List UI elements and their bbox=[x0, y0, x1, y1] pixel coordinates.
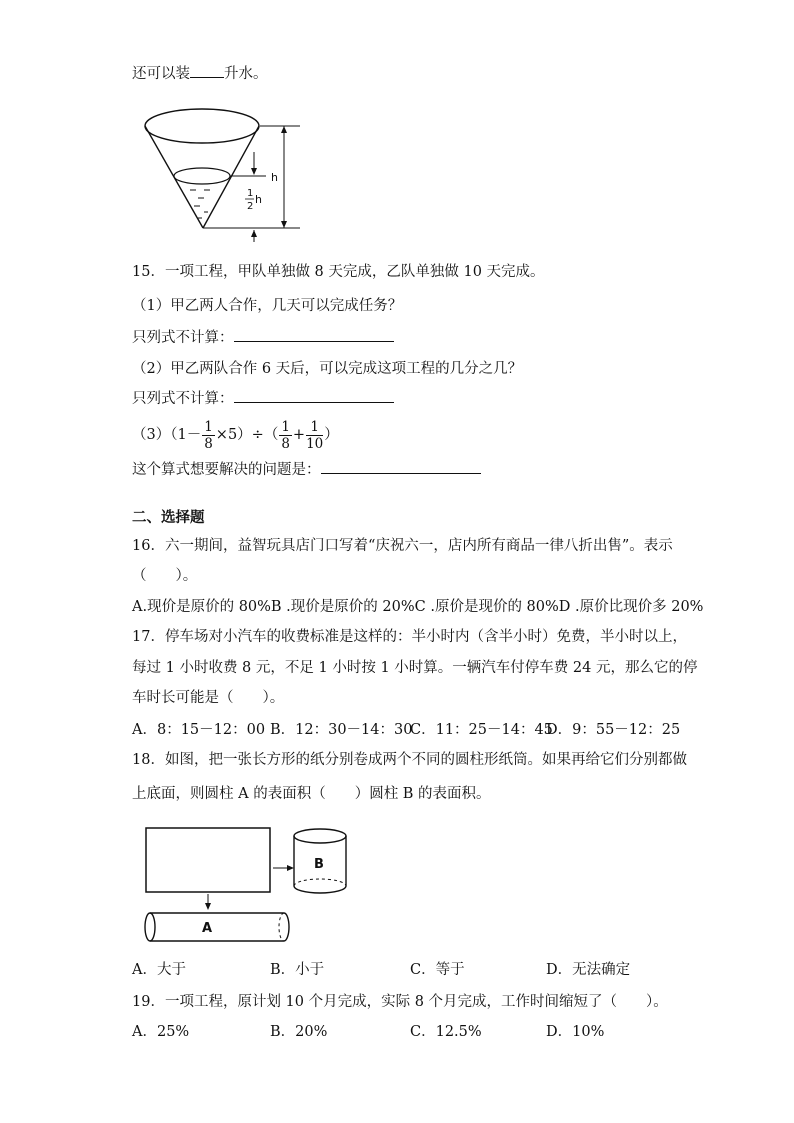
down-arrow-head bbox=[205, 903, 211, 910]
h-label: h bbox=[271, 171, 278, 184]
cylinder-a-right-end bbox=[284, 913, 289, 941]
half-num: 1 bbox=[247, 188, 254, 199]
q17-line3: 车时长可能是（ ）。 bbox=[132, 690, 285, 706]
q15-part1: （1）甲乙两人合作，几天可以完成任务？ bbox=[132, 298, 403, 314]
q18-line2: 上底面，则圆柱 A 的表面积（ ）圆柱 B 的表面积。 bbox=[132, 786, 491, 802]
q19-option-c[interactable]: C．12.5% bbox=[410, 1024, 482, 1040]
q15-part1-answer: 只列式不计算： bbox=[132, 328, 394, 348]
q18-option-a[interactable]: A．大于 bbox=[132, 962, 186, 978]
right-arrow-head bbox=[287, 865, 294, 871]
q17-option-b[interactable]: B．12：30－14：30 bbox=[270, 722, 413, 738]
paper-cylinder-figure bbox=[138, 824, 368, 948]
q15-stem: 15．一项工程，甲队单独做 8 天完成，乙队单独做 10 天完成。 bbox=[132, 264, 545, 280]
q17-line1: 17．停车场对小汽车的收费标准是这样的：半小时内（含半小时）免费，半小时以上， bbox=[132, 629, 687, 645]
q15-part2: （2）甲乙两队合作 6 天后，可以完成这项工程的几分之几？ bbox=[132, 361, 523, 377]
half-arrow-head-bottom bbox=[251, 230, 257, 237]
label-a: A bbox=[202, 921, 213, 936]
answer-blank[interactable] bbox=[234, 341, 394, 342]
q16-line1: 16．六一期间，益智玩具店门口写着“庆祝六一，店内所有商品一律八折出售”。表示 bbox=[132, 538, 673, 554]
fraction: $\frac{1}{8}$ bbox=[281, 418, 290, 452]
q18-option-c[interactable]: C．等于 bbox=[410, 962, 465, 978]
half-arrow-head-top bbox=[251, 168, 257, 175]
cylinder-a-right-end-hidden bbox=[279, 913, 284, 941]
h-arrow-head-top bbox=[281, 126, 287, 133]
q17-line2: 每过 1 小时收费 8 元，不足 1 小时按 1 小时算。一辆汽车付停车费 24 元，那么它的停 bbox=[132, 660, 698, 676]
q15-part3-question: 这个算式想要解决的问题是： bbox=[132, 460, 481, 480]
q17-option-c[interactable]: C．11：25－14：45 bbox=[410, 722, 553, 738]
cylinder-b-bottom bbox=[294, 886, 346, 893]
q15-part2-answer: 只列式不计算： bbox=[132, 389, 394, 409]
cone-top-ellipse bbox=[145, 109, 259, 143]
answer-blank[interactable] bbox=[234, 402, 394, 403]
q18-line1: 18．如图，把一张长方形的纸分别卷成两个不同的圆柱形纸筒。如果再给它们分别都做 bbox=[132, 752, 687, 768]
q15-part3-expression: （3）（1－ $\frac{1}{8}$ ×5）÷（ $\frac{1}{8}$ + $\frac{1}{10}$ ） bbox=[132, 418, 339, 452]
q19-option-a[interactable]: A．25% bbox=[132, 1024, 190, 1040]
q19-option-d[interactable]: D．10% bbox=[546, 1024, 605, 1040]
q17-option-a[interactable]: A．8：15－12：00 bbox=[132, 722, 266, 738]
q14-tail: 还可以装 升水。 bbox=[132, 66, 268, 82]
q16-line2: （ ）。 bbox=[132, 568, 198, 584]
fraction: $\frac{1}{10}$ bbox=[306, 418, 324, 452]
label-b: B bbox=[314, 857, 324, 872]
water-surface-ellipse bbox=[174, 168, 230, 184]
cylinder-b-bottom-hidden bbox=[294, 879, 346, 886]
q19-line1: 19．一项工程，原计划 10 个月完成，实际 8 个月完成，工作时间缩短了（ ）。 bbox=[132, 994, 668, 1010]
cylinder-b-top bbox=[294, 829, 346, 843]
h-arrow-head-bottom bbox=[281, 221, 287, 228]
q18-option-d[interactable]: D．无法确定 bbox=[546, 962, 631, 978]
rectangle-paper bbox=[146, 828, 270, 892]
q16-options: A.现价是原价的 80%B .现价是原价的 20%C .原价是现价的 80%D .原价比现价多 20% bbox=[132, 599, 704, 615]
cone-figure bbox=[138, 104, 308, 246]
answer-blank[interactable] bbox=[321, 473, 481, 474]
half-den: 2 bbox=[247, 201, 254, 212]
answer-blank[interactable] bbox=[190, 77, 224, 78]
cylinder-a-left-end bbox=[145, 913, 155, 941]
water-hatching bbox=[190, 190, 210, 218]
q18-option-b[interactable]: B．小于 bbox=[270, 962, 325, 978]
half-h-label: h bbox=[255, 193, 262, 206]
fraction: $\frac{1}{8}$ bbox=[204, 418, 213, 452]
section-title: 二、选择题 bbox=[132, 510, 205, 526]
q17-option-d[interactable]: D．9：55－12：25 bbox=[546, 722, 681, 738]
q19-option-b[interactable]: B．20% bbox=[270, 1024, 328, 1040]
